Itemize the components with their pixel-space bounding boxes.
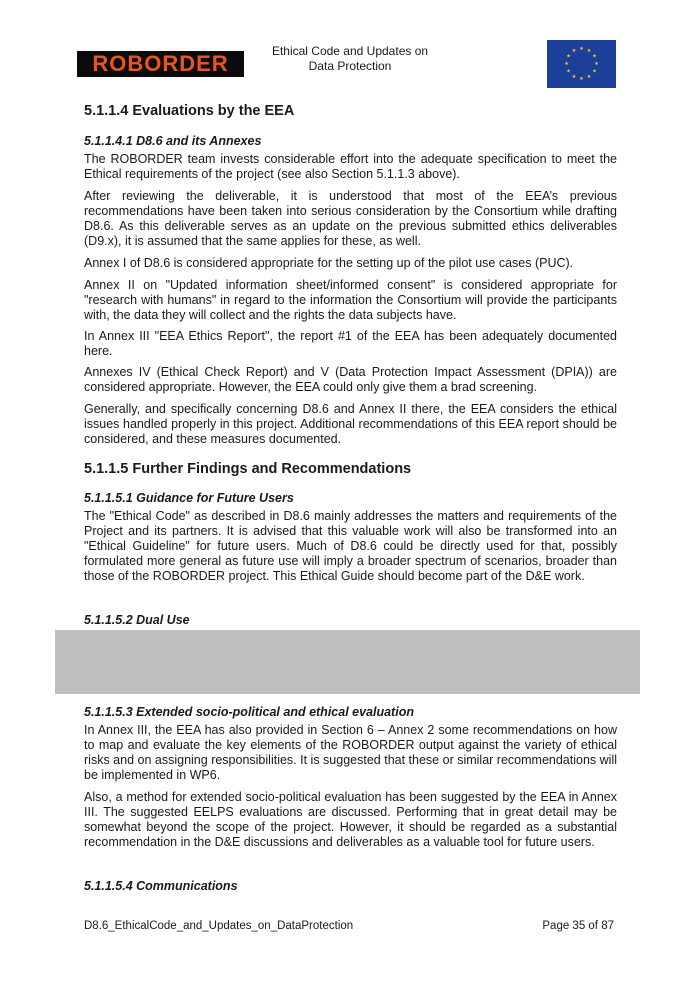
svg-text:★: ★ <box>566 68 571 75</box>
subsection-dual-use-heading-wrap <box>84 613 617 627</box>
paragraph-block <box>84 189 617 249</box>
paragraph-block <box>84 790 617 850</box>
paragraph: The "Ethical Code" as described in D8.6 mainly addresses the matters and requirements of the Project and its partners. It is advised that this valuable work will also be transformed into an "Ethical Guideline" for future users. Much of D8.6 could be directly used for that, possibly formulated more general as future use will imply a broader spectrum of scenarios, broader than those of the ROBORDER project. This Ethical Guide should become part of the D&E work. <box>84 509 617 583</box>
subsection-heading-dual-use: 5.1.1.5.2 Dual Use <box>84 613 190 627</box>
roborder-logo <box>77 51 244 77</box>
document-title <box>250 44 450 74</box>
eu-flag-icon <box>547 40 616 88</box>
section-heading-further-findings: 5.1.1.5 Further Findings and Recommendations <box>84 461 412 477</box>
paragraph-block <box>84 329 617 359</box>
svg-text:★: ★ <box>579 46 584 52</box>
subsection-communications-heading-wrap <box>84 879 617 893</box>
svg-text:★: ★ <box>571 74 577 80</box>
paragraph-block <box>84 256 617 271</box>
footer-page-number: Page 35 of 87 <box>542 920 614 932</box>
paragraph-block <box>84 402 617 447</box>
subsection-guidance-heading-wrap <box>84 491 617 505</box>
page-header <box>0 40 700 90</box>
paragraph: Generally, and specifically concerning D8.6 and Annex II there, the EEA considers the ethical issues handled properly in this project. Additional recommendations of this EEA report should be considered, and these measures documented. <box>84 402 617 446</box>
svg-text:★: ★ <box>594 61 599 67</box>
section-5-1-1-5-heading-wrap <box>84 461 617 477</box>
paragraph-block <box>84 152 617 182</box>
svg-text:★: ★ <box>566 53 571 60</box>
paragraph: The ROBORDER team invests considerable effort into the adequate specification to meet the Ethical requirements of the project (see also Section 5.1.1.3 above). <box>84 152 617 181</box>
logo-text: ROBORDER <box>92 51 229 76</box>
document-title-line2: Data Protection <box>308 59 392 73</box>
redacted-block <box>55 630 640 694</box>
svg-text:★: ★ <box>564 61 569 67</box>
svg-text:★: ★ <box>592 68 597 75</box>
subsection-heading-d86-annexes: 5.1.1.4.1 D8.6 and its Annexes <box>84 134 262 148</box>
document-title-line1: Ethical Code and Updates on <box>271 44 429 58</box>
svg-text:★: ★ <box>571 48 577 54</box>
paragraph: In Annex III "EEA Ethics Report", the report #1 of the EEA has been adequately documented here. <box>84 329 617 358</box>
paragraph-block <box>84 723 617 783</box>
svg-text:★: ★ <box>586 48 592 54</box>
paragraph: Annexes IV (Ethical Check Report) and V (Data Protection Impact Assessment (DPIA)) are considered appropriate. However, the EEA could only give them a brad screening. <box>84 365 617 394</box>
section-5-1-1-4-heading-wrap <box>84 103 617 119</box>
paragraph-block <box>84 278 617 323</box>
subsection-socio-political-heading-wrap <box>84 705 617 719</box>
footer-filename: D8.6_EthicalCode_and_Updates_on_DataProtection <box>84 920 354 932</box>
paragraph-block <box>84 509 617 584</box>
subsection-heading-communications: 5.1.1.5.4 Communications <box>84 879 238 893</box>
subsection-heading-guidance: 5.1.1.5.1 Guidance for Future Users <box>84 491 294 505</box>
svg-text:★: ★ <box>579 76 584 82</box>
paragraph: Annex I of D8.6 is considered appropriate for the setting up of the pilot use cases (PUC). <box>84 256 574 270</box>
paragraph: Also, a method for extended socio-political evaluation has been suggested by the EEA in Annex III. The suggested EELPS evaluations are discussed. Performing that in great detail may be somewhat beyond the scope of the project. However, it should be regarded as a substantial recommendation in the D&E discussions and deliverables as a valuable tool for future users. <box>84 790 617 849</box>
section-heading-evaluations: 5.1.1.4 Evaluations by the EEA <box>84 103 295 119</box>
paragraph: After reviewing the deliverable, it is understood that most of the EEA’s previous recommendations have been taken into serious consideration by the Consortium while drafting D8.6. As this deliverable serves as an update on the previous submitted ethics deliverables (D9.x), it is assumed that the same applies for these, as well. <box>84 189 617 248</box>
page-footer <box>84 920 614 932</box>
svg-text:★: ★ <box>592 53 597 60</box>
paragraph-block <box>84 365 617 395</box>
paragraph: Annex II on "Updated information sheet/informed consent" is considered appropriate for "research with humans" in regard to the information the Consortium will provide the participants with, the data they will collect and the rights the data subjects have. <box>84 278 617 322</box>
svg-text:★: ★ <box>586 74 592 80</box>
subsection-heading-socio-political: 5.1.1.5.3 Extended socio-political and ethical evaluation <box>84 705 414 719</box>
paragraph: In Annex III, the EEA has also provided in Section 6 – Annex 2 some recommendations on how to map and evaluate the key elements of the ROBORDER output against the variety of ethical risks and on assigning responsibilities. It is suggested that these or similar recommendations will be implemented in WP6. <box>84 723 617 782</box>
subsection-d86-heading-wrap <box>84 134 617 148</box>
